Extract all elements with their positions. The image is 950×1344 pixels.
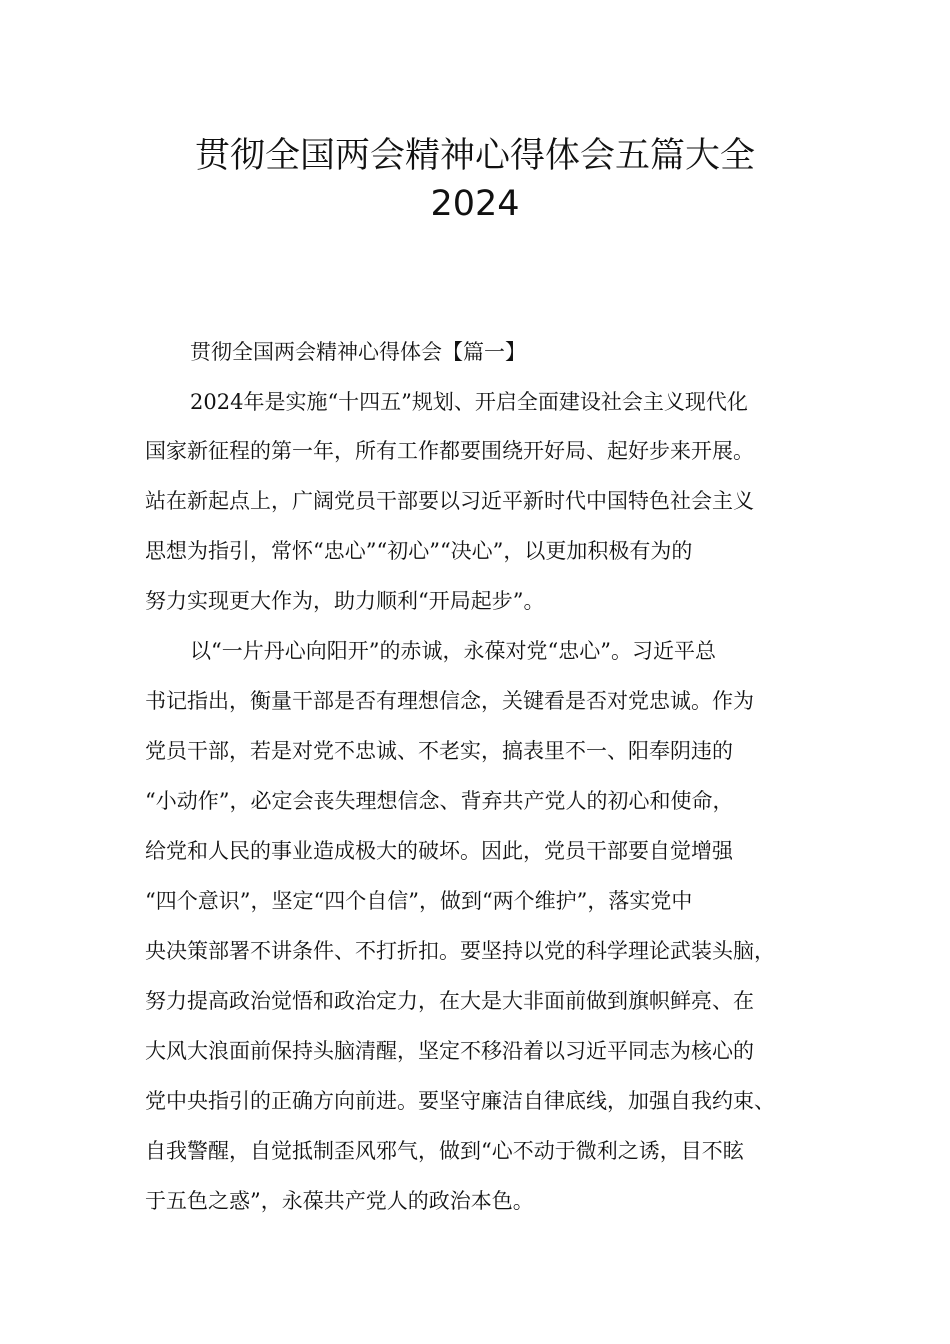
paragraph-line: 努力提高政治觉悟和政治定力，在大是大非面前做到旗帜鲜亮、在 — [145, 989, 754, 1013]
paragraph-line: 于五色之惑”，永葆共产党人的政治本色。 — [145, 1189, 534, 1213]
paragraph-line: 2024年是实施“十四五”规划、开启全面建设社会主义现代化 — [190, 390, 748, 414]
paragraph-line: 党员干部，若是对党不忠诚、不老实，搞表里不一、阳奉阴违的 — [145, 739, 733, 763]
paragraph-line: 大风大浪面前保持头脑清醒，坚定不移沿着以习近平同志为核心的 — [145, 1039, 754, 1063]
paragraph-line: 思想为指引，常怀“忠心”“初心”“决心”，以更加积极有为的 — [145, 539, 693, 563]
paragraph-line: 国家新征程的第一年，所有工作都要围绕开好局、起好步来开展。 — [145, 439, 754, 463]
paragraph-line: “四个意识”，坚定“四个自信”，做到“两个维护”，落实党中 — [145, 889, 693, 913]
paragraph-line: 以“一片丹心向阳开”的赤诚，永葆对党“忠心”。习近平总 — [190, 639, 716, 663]
paragraph-line: “小动作”，必定会丧失理想信念、背弃共产党人的初心和使命， — [145, 789, 734, 813]
section-heading: 贯彻全国两会精神心得体会【篇一】 — [190, 340, 526, 364]
paragraph-line: 书记指出，衡量干部是否有理想信念，关键看是否对党忠诚。作为 — [145, 689, 754, 713]
document-title-year: 2024 — [430, 184, 520, 224]
paragraph-line: 自我警醒，自觉抵制歪风邪气，做到“心不动于微利之诱，目不眩 — [145, 1139, 744, 1163]
paragraph-line: 央决策部署不讲条件、不打折扣。要坚持以党的科学理论武装头脑， — [145, 939, 775, 963]
paragraph-line: 站在新起点上，广阔党员干部要以习近平新时代中国特色社会主义 — [145, 489, 754, 513]
paragraph-line: 党中央指引的正确方向前进。要坚守廉洁自律底线，加强自我约束、 — [145, 1089, 775, 1113]
paragraph-line: 给党和人民的事业造成极大的破坏。因此，党员干部要自觉增强 — [145, 839, 733, 863]
document-title: 贯彻全国两会精神心得体会五篇大全 — [194, 136, 755, 176]
paragraph-line: 努力实现更大作为，助力顺利“开局起步”。 — [145, 589, 545, 613]
